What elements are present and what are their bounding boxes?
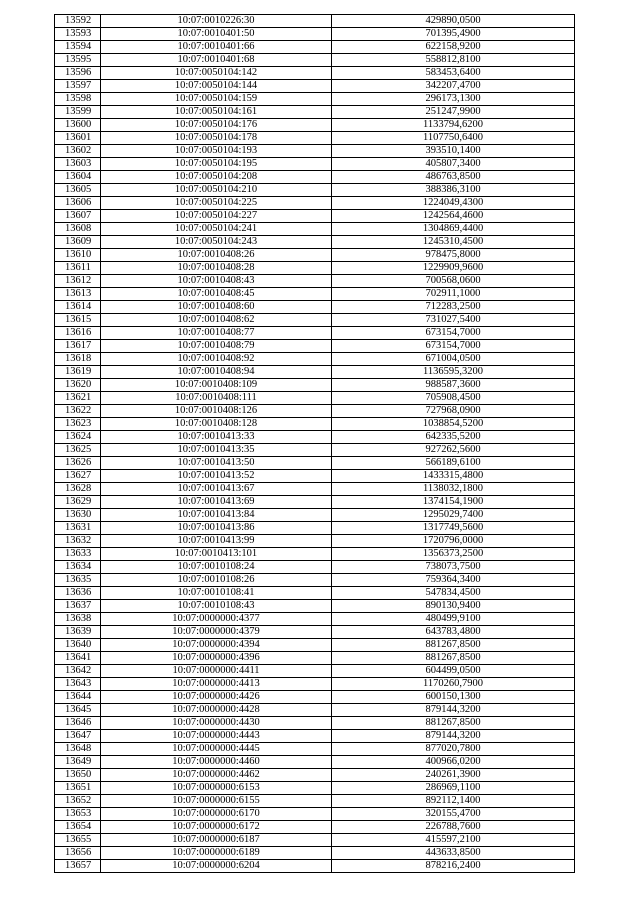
table-row	[55, 41, 575, 54]
table-row	[55, 28, 575, 41]
row-number-cell: 13632	[55, 535, 101, 548]
row-number-cell: 13600	[55, 119, 101, 132]
row-number-cell: 13593	[55, 28, 101, 41]
row-number-cell: 13594	[55, 41, 101, 54]
cadastral-number-cell: 10:07:0010108:26	[101, 574, 332, 587]
value-cell: 881267,8500	[332, 639, 575, 652]
cadastral-number-cell: 10:07:0050104:225	[101, 197, 332, 210]
cadastral-number-cell: 10:07:0050104:210	[101, 184, 332, 197]
cadastral-number-cell: 10:07:0010413:69	[101, 496, 332, 509]
value-cell: 1433315,4800	[332, 470, 575, 483]
table-row	[55, 652, 575, 665]
row-number-cell: 13619	[55, 366, 101, 379]
cadastral-number-cell: 10:07:0000000:4394	[101, 639, 332, 652]
cadastral-number-cell: 10:07:0000000:4428	[101, 704, 332, 717]
value-cell: 400966,0200	[332, 756, 575, 769]
table-row	[55, 457, 575, 470]
table-row	[55, 327, 575, 340]
table-row	[55, 262, 575, 275]
cadastral-number-cell: 10:07:0010408:128	[101, 418, 332, 431]
table-row	[55, 210, 575, 223]
row-number-cell: 13606	[55, 197, 101, 210]
value-cell: 877020,7800	[332, 743, 575, 756]
value-cell: 890130,9400	[332, 600, 575, 613]
row-number-cell: 13637	[55, 600, 101, 613]
cadastral-number-cell: 10:07:0000000:6155	[101, 795, 332, 808]
value-cell: 1229909,9600	[332, 262, 575, 275]
row-number-cell: 13657	[55, 860, 101, 873]
cadastral-number-cell: 10:07:0010408:43	[101, 275, 332, 288]
cadastral-number-cell: 10:07:0010408:126	[101, 405, 332, 418]
value-cell: 1038854,5200	[332, 418, 575, 431]
row-number-cell: 13654	[55, 821, 101, 834]
table-row	[55, 548, 575, 561]
table-row	[55, 431, 575, 444]
row-number-cell: 13595	[55, 54, 101, 67]
value-cell: 705908,4500	[332, 392, 575, 405]
value-cell: 702911,1000	[332, 288, 575, 301]
value-cell: 480499,9100	[332, 613, 575, 626]
value-cell: 443633,8500	[332, 847, 575, 860]
row-number-cell: 13605	[55, 184, 101, 197]
table-row	[55, 314, 575, 327]
row-number-cell: 13646	[55, 717, 101, 730]
row-number-cell: 13630	[55, 509, 101, 522]
cadastral-number-cell: 10:07:0050104:176	[101, 119, 332, 132]
table-row	[55, 106, 575, 119]
cadastral-number-cell: 10:07:0000000:4460	[101, 756, 332, 769]
row-number-cell: 13647	[55, 730, 101, 743]
value-cell: 226788,7600	[332, 821, 575, 834]
value-cell: 673154,7000	[332, 340, 575, 353]
row-number-cell: 13643	[55, 678, 101, 691]
cadastral-number-cell: 10:07:0010408:109	[101, 379, 332, 392]
cadastral-number-cell: 10:07:0010408:60	[101, 301, 332, 314]
value-cell: 879144,3200	[332, 730, 575, 743]
row-number-cell: 13621	[55, 392, 101, 405]
row-number-cell: 13608	[55, 223, 101, 236]
value-cell: 1224049,4300	[332, 197, 575, 210]
table-row	[55, 340, 575, 353]
row-number-cell: 13617	[55, 340, 101, 353]
value-cell: 759364,3400	[332, 574, 575, 587]
table-row	[55, 158, 575, 171]
cadastral-number-cell: 10:07:0010408:77	[101, 327, 332, 340]
row-number-cell: 13614	[55, 301, 101, 314]
cadastral-number-cell: 10:07:0050104:144	[101, 80, 332, 93]
cadastral-number-cell: 10:07:0000000:6153	[101, 782, 332, 795]
value-cell: 1317749,5600	[332, 522, 575, 535]
row-number-cell: 13653	[55, 808, 101, 821]
table-row	[55, 561, 575, 574]
cadastral-number-cell: 10:07:0010413:99	[101, 535, 332, 548]
value-cell: 671004,0500	[332, 353, 575, 366]
row-number-cell: 13616	[55, 327, 101, 340]
cadastral-number-cell: 10:07:0010413:50	[101, 457, 332, 470]
value-cell: 700568,0600	[332, 275, 575, 288]
table-row	[55, 444, 575, 457]
row-number-cell: 13610	[55, 249, 101, 262]
cadastral-number-cell: 10:07:0010413:35	[101, 444, 332, 457]
cadastral-number-cell: 10:07:0050104:178	[101, 132, 332, 145]
table-row	[55, 704, 575, 717]
row-number-cell: 13604	[55, 171, 101, 184]
value-cell: 978475,8000	[332, 249, 575, 262]
row-number-cell: 13615	[55, 314, 101, 327]
row-number-cell: 13629	[55, 496, 101, 509]
value-cell: 927262,5600	[332, 444, 575, 457]
table-row	[55, 249, 575, 262]
table-row	[55, 470, 575, 483]
table-row	[55, 613, 575, 626]
cadastral-number-cell: 10:07:0000000:6170	[101, 808, 332, 821]
table-row	[55, 795, 575, 808]
cadastral-number-cell: 10:07:0050104:159	[101, 93, 332, 106]
value-cell: 1304869,4400	[332, 223, 575, 236]
table-row	[55, 80, 575, 93]
table-row	[55, 782, 575, 795]
table-row	[55, 236, 575, 249]
cadastral-number-cell: 10:07:0000000:6204	[101, 860, 332, 873]
value-cell: 600150,1300	[332, 691, 575, 704]
cadastral-number-cell: 10:07:0010408:45	[101, 288, 332, 301]
cadastral-number-cell: 10:07:0050104:243	[101, 236, 332, 249]
row-number-cell: 13601	[55, 132, 101, 145]
table-row	[55, 197, 575, 210]
value-cell: 701395,4900	[332, 28, 575, 41]
table-row	[55, 587, 575, 600]
row-number-cell: 13597	[55, 80, 101, 93]
table-row	[55, 821, 575, 834]
value-cell: 286969,1100	[332, 782, 575, 795]
row-number-cell: 13641	[55, 652, 101, 665]
value-cell: 296173,1300	[332, 93, 575, 106]
table-row	[55, 834, 575, 847]
cadastral-number-cell: 10:07:0010408:79	[101, 340, 332, 353]
table-row	[55, 67, 575, 80]
table-row	[55, 509, 575, 522]
cadastral-number-cell: 10:07:0000000:4443	[101, 730, 332, 743]
cadastral-number-cell: 10:07:0010408:94	[101, 366, 332, 379]
value-cell: 393510,1400	[332, 145, 575, 158]
cadastral-number-cell: 10:07:0010401:66	[101, 41, 332, 54]
cadastral-number-cell: 10:07:0050104:208	[101, 171, 332, 184]
cadastral-number-cell: 10:07:0000000:4426	[101, 691, 332, 704]
value-cell: 712283,2500	[332, 301, 575, 314]
cadastral-number-cell: 10:07:0010408:62	[101, 314, 332, 327]
value-cell: 727968,0900	[332, 405, 575, 418]
cadastral-number-cell: 10:07:0000000:4396	[101, 652, 332, 665]
value-cell: 1374154,1900	[332, 496, 575, 509]
value-cell: 878216,2400	[332, 860, 575, 873]
row-number-cell: 13613	[55, 288, 101, 301]
table-row	[55, 223, 575, 236]
table-row	[55, 301, 575, 314]
table-row	[55, 600, 575, 613]
row-number-cell: 13649	[55, 756, 101, 769]
value-cell: 1242564,4600	[332, 210, 575, 223]
table-row	[55, 353, 575, 366]
cadastral-number-cell: 10:07:0050104:161	[101, 106, 332, 119]
value-cell: 1138032,1800	[332, 483, 575, 496]
cadastral-number-cell: 10:07:0050104:195	[101, 158, 332, 171]
cadastral-number-cell: 10:07:0000000:4379	[101, 626, 332, 639]
value-cell: 622158,9200	[332, 41, 575, 54]
cadastral-number-cell: 10:07:0000000:4377	[101, 613, 332, 626]
value-cell: 673154,7000	[332, 327, 575, 340]
table-row	[55, 132, 575, 145]
value-cell: 1136595,3200	[332, 366, 575, 379]
cadastral-number-cell: 10:07:0050104:142	[101, 67, 332, 80]
row-number-cell: 13628	[55, 483, 101, 496]
value-cell: 642335,5200	[332, 431, 575, 444]
row-number-cell: 13622	[55, 405, 101, 418]
table-row	[55, 379, 575, 392]
cadastral-number-cell: 10:07:0010413:84	[101, 509, 332, 522]
table-row	[55, 405, 575, 418]
value-cell: 251247,9900	[332, 106, 575, 119]
row-number-cell: 13636	[55, 587, 101, 600]
table-row	[55, 808, 575, 821]
row-number-cell: 13644	[55, 691, 101, 704]
row-number-cell: 13592	[55, 15, 101, 28]
value-cell: 988587,3600	[332, 379, 575, 392]
cadastral-number-cell: 10:07:0000000:6189	[101, 847, 332, 860]
cadastral-number-cell: 10:07:0000000:6172	[101, 821, 332, 834]
row-number-cell: 13627	[55, 470, 101, 483]
row-number-cell: 13652	[55, 795, 101, 808]
row-number-cell: 13598	[55, 93, 101, 106]
value-cell: 1170260,7900	[332, 678, 575, 691]
table-row	[55, 678, 575, 691]
table-row	[55, 574, 575, 587]
row-number-cell: 13611	[55, 262, 101, 275]
row-number-cell: 13642	[55, 665, 101, 678]
row-number-cell: 13620	[55, 379, 101, 392]
row-number-cell: 13631	[55, 522, 101, 535]
cadastral-number-cell: 10:07:0010408:92	[101, 353, 332, 366]
row-number-cell: 13635	[55, 574, 101, 587]
value-cell: 583453,6400	[332, 67, 575, 80]
cadastral-number-cell: 10:07:0010413:33	[101, 431, 332, 444]
value-cell: 892112,1400	[332, 795, 575, 808]
row-number-cell: 13633	[55, 548, 101, 561]
table-row	[55, 184, 575, 197]
value-cell: 547834,4500	[332, 587, 575, 600]
row-number-cell: 13612	[55, 275, 101, 288]
table-row	[55, 119, 575, 132]
cadastral-value-table	[54, 14, 575, 873]
cadastral-number-cell: 10:07:0010413:86	[101, 522, 332, 535]
cadastral-number-cell: 10:07:0010413:101	[101, 548, 332, 561]
cadastral-number-cell: 10:07:0050104:193	[101, 145, 332, 158]
row-number-cell: 13623	[55, 418, 101, 431]
table-row	[55, 756, 575, 769]
value-cell: 1295029,7400	[332, 509, 575, 522]
cadastral-number-cell: 10:07:0000000:4411	[101, 665, 332, 678]
cadastral-number-cell: 10:07:0010408:111	[101, 392, 332, 405]
table-row	[55, 743, 575, 756]
table-row	[55, 93, 575, 106]
cadastral-number-cell: 10:07:0010108:24	[101, 561, 332, 574]
table-row	[55, 171, 575, 184]
cadastral-number-cell: 10:07:0010413:52	[101, 470, 332, 483]
row-number-cell: 13618	[55, 353, 101, 366]
value-cell: 879144,3200	[332, 704, 575, 717]
row-number-cell: 13650	[55, 769, 101, 782]
row-number-cell: 13607	[55, 210, 101, 223]
table-row	[55, 418, 575, 431]
table-row	[55, 626, 575, 639]
table-row	[55, 691, 575, 704]
value-cell: 1245310,4500	[332, 236, 575, 249]
value-cell: 1107750,6400	[332, 132, 575, 145]
cadastral-number-cell: 10:07:0050104:227	[101, 210, 332, 223]
table-row	[55, 639, 575, 652]
row-number-cell: 13639	[55, 626, 101, 639]
value-cell: 558812,8100	[332, 54, 575, 67]
value-cell: 881267,8500	[332, 717, 575, 730]
value-cell: 566189,6100	[332, 457, 575, 470]
row-number-cell: 13656	[55, 847, 101, 860]
value-cell: 643783,4800	[332, 626, 575, 639]
table-row	[55, 860, 575, 873]
value-cell: 1356373,2500	[332, 548, 575, 561]
value-cell: 415597,2100	[332, 834, 575, 847]
cadastral-number-cell: 10:07:0000000:4462	[101, 769, 332, 782]
row-number-cell: 13603	[55, 158, 101, 171]
value-cell: 738073,7500	[332, 561, 575, 574]
row-number-cell: 13638	[55, 613, 101, 626]
value-cell: 1133794,6200	[332, 119, 575, 132]
table-row	[55, 483, 575, 496]
value-cell: 429890,0500	[332, 15, 575, 28]
row-number-cell: 13609	[55, 236, 101, 249]
value-cell: 320155,4700	[332, 808, 575, 821]
table-row	[55, 717, 575, 730]
row-number-cell: 13648	[55, 743, 101, 756]
table-row	[55, 392, 575, 405]
table-row	[55, 288, 575, 301]
table-row	[55, 496, 575, 509]
table-row	[55, 769, 575, 782]
cadastral-number-cell: 10:07:0010413:67	[101, 483, 332, 496]
row-number-cell: 13645	[55, 704, 101, 717]
cadastral-number-cell: 10:07:0010108:41	[101, 587, 332, 600]
cadastral-number-cell: 10:07:0000000:4445	[101, 743, 332, 756]
value-cell: 486763,8500	[332, 171, 575, 184]
row-number-cell: 13599	[55, 106, 101, 119]
table-row	[55, 730, 575, 743]
value-cell: 1720796,0000	[332, 535, 575, 548]
value-cell: 604499,0500	[332, 665, 575, 678]
value-cell: 731027,5400	[332, 314, 575, 327]
value-cell: 881267,8500	[332, 652, 575, 665]
row-number-cell: 13626	[55, 457, 101, 470]
table-row	[55, 275, 575, 288]
row-number-cell: 13655	[55, 834, 101, 847]
row-number-cell: 13651	[55, 782, 101, 795]
row-number-cell: 13602	[55, 145, 101, 158]
row-number-cell: 13596	[55, 67, 101, 80]
cadastral-number-cell: 10:07:0000000:4413	[101, 678, 332, 691]
table-row	[55, 665, 575, 678]
cadastral-number-cell: 10:07:0000000:6187	[101, 834, 332, 847]
table-row	[55, 847, 575, 860]
cadastral-number-cell: 10:07:0010401:50	[101, 28, 332, 41]
cadastral-number-cell: 10:07:0010408:28	[101, 262, 332, 275]
value-cell: 405807,3400	[332, 158, 575, 171]
row-number-cell: 13634	[55, 561, 101, 574]
table-row	[55, 54, 575, 67]
table-row	[55, 535, 575, 548]
cadastral-number-cell: 10:07:0050104:241	[101, 223, 332, 236]
cadastral-number-cell: 10:07:0010226:30	[101, 15, 332, 28]
table-row	[55, 15, 575, 28]
value-cell: 240261,3900	[332, 769, 575, 782]
row-number-cell: 13640	[55, 639, 101, 652]
table-row	[55, 522, 575, 535]
row-number-cell: 13624	[55, 431, 101, 444]
table-row	[55, 145, 575, 158]
table-body	[55, 15, 575, 873]
table-row	[55, 366, 575, 379]
cadastral-number-cell: 10:07:0010408:26	[101, 249, 332, 262]
cadastral-number-cell: 10:07:0010401:68	[101, 54, 332, 67]
row-number-cell: 13625	[55, 444, 101, 457]
cadastral-number-cell: 10:07:0000000:4430	[101, 717, 332, 730]
cadastral-number-cell: 10:07:0010108:43	[101, 600, 332, 613]
value-cell: 388386,3100	[332, 184, 575, 197]
value-cell: 342207,4700	[332, 80, 575, 93]
